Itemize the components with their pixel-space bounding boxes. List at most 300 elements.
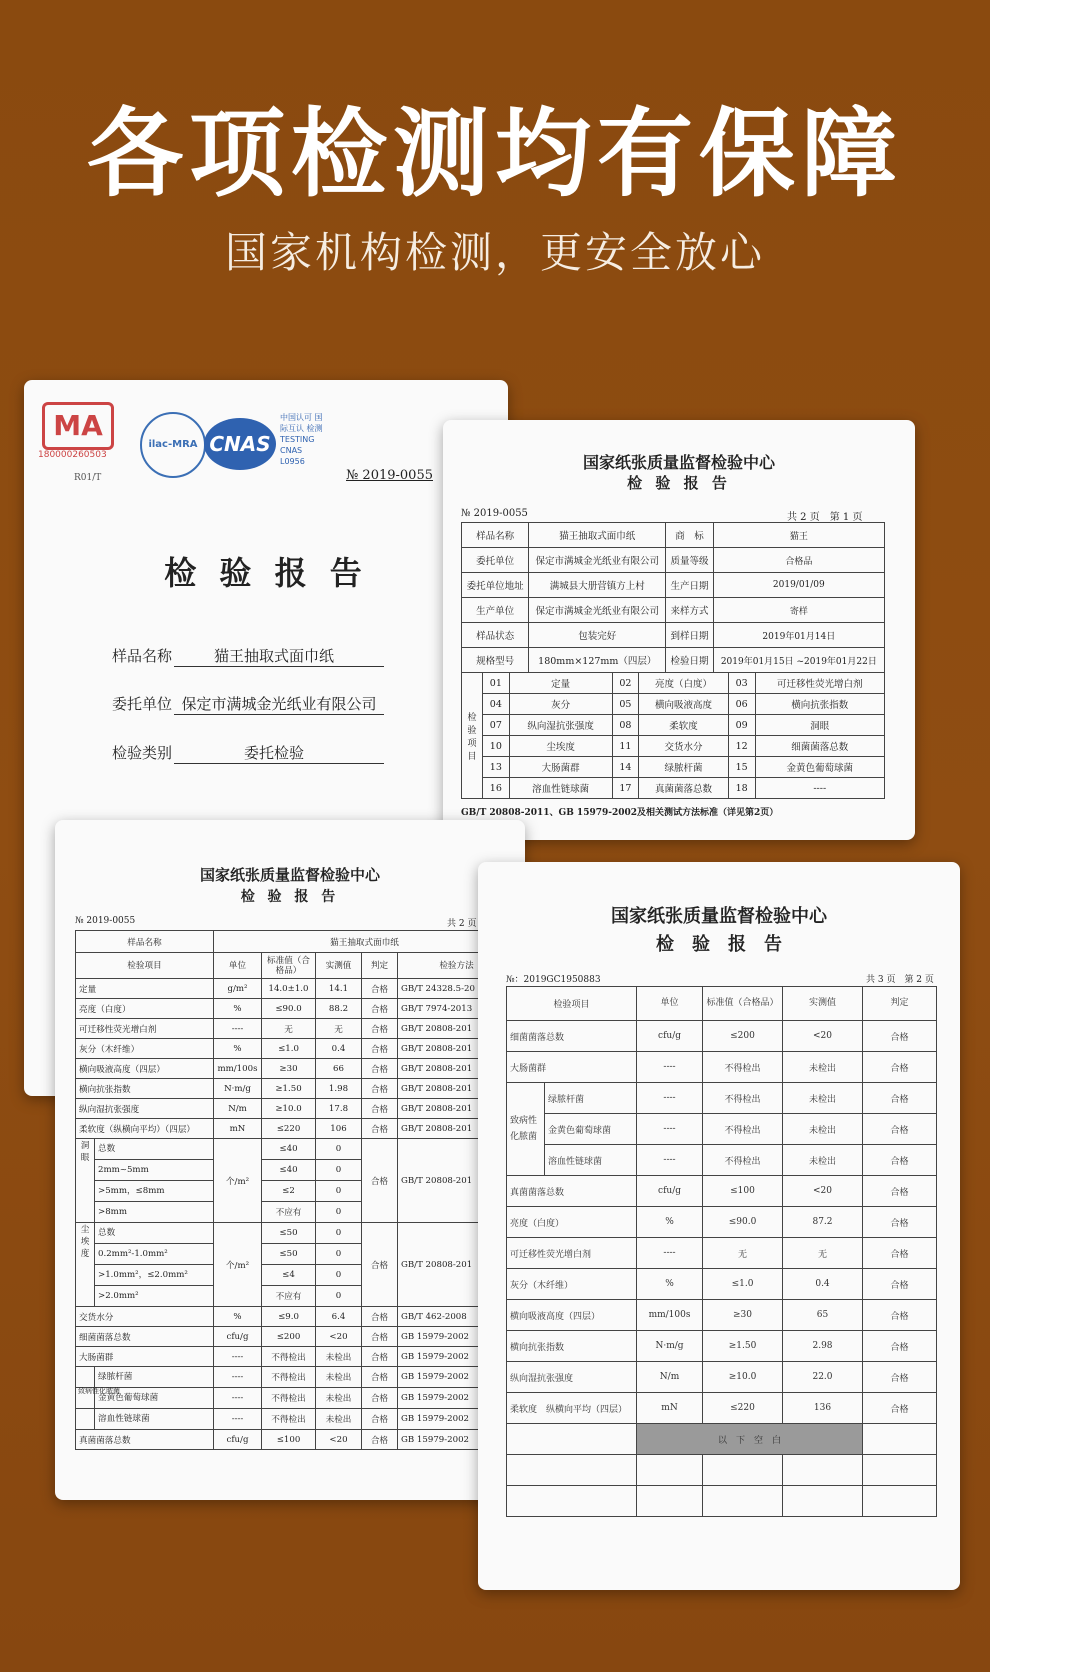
table-cell: GB/T 20808-201 [398, 1079, 516, 1099]
table-cell: <20 [316, 1327, 362, 1347]
table-row [507, 1300, 937, 1331]
headline: 各项检测均有保障 [87, 98, 903, 210]
table-cell: 检验项目 [76, 953, 214, 979]
empty-cell [637, 1455, 703, 1486]
table-cell: 横向吸液高度（四层） [76, 1059, 214, 1079]
table-cell: 2019/01/09 [713, 573, 884, 598]
table-cell: 未检出 [316, 1388, 362, 1409]
table-cell: 2.98 [783, 1331, 863, 1362]
table-cell: 106 [316, 1119, 362, 1139]
table-cell: 溶血性链球菌 [545, 1145, 637, 1176]
table-cell: 未检出 [783, 1052, 863, 1083]
table-cell: % [637, 1269, 703, 1300]
table-cell: 16 [483, 778, 510, 799]
table-cell: GB/T 20808-201 [398, 1099, 516, 1119]
table-cell: 金黄色葡萄球菌 [755, 757, 884, 778]
group-sub-item: >5mm，≤8mm [95, 1180, 213, 1201]
table-cell: 18 [728, 778, 755, 799]
subheadline: 国家机构检测，更安全放心 [224, 228, 765, 277]
sample-name-value: 猫王抽取式面巾纸 [213, 647, 334, 665]
table-cell: 保定市满城金光纸业有限公司 [529, 598, 666, 623]
table-cell: 2019年01月15日 ~2019年01月22日 [713, 648, 884, 673]
patho-item: 金黄色葡萄球菌 [98, 1393, 159, 1403]
table-cell: 17.8 [316, 1099, 362, 1119]
table-cell: 不得检出 [262, 1409, 316, 1430]
table-cell: GB 15979-2002 [398, 1327, 516, 1347]
doc3-page-info: 共 2 页 [447, 919, 477, 929]
table-row [76, 1347, 516, 1367]
group-cell [76, 1139, 214, 1223]
doc2-info-table [461, 522, 885, 818]
table-cell: % [214, 1039, 262, 1059]
table-cell: 12 [728, 736, 755, 757]
table-row [507, 1424, 937, 1455]
table-cell: N·m/g [214, 1079, 262, 1099]
group-sub-item: >2.0mm² [95, 1285, 213, 1306]
table-cell: 合格 [362, 1019, 398, 1039]
table-cell: ---- [755, 778, 884, 799]
patho-group-label: 致病性化脓菌 [507, 1083, 545, 1176]
table-cell: 14 [612, 757, 639, 778]
table-cell: 66 [316, 1059, 362, 1079]
doc2-items-body [462, 673, 885, 799]
table-cell: 合格 [863, 1238, 937, 1269]
empty-cell [863, 1424, 937, 1455]
doc4-report-number: №：2019GC1950883 [506, 975, 601, 985]
table-row [76, 1327, 516, 1347]
table-cell: ≤90.0 [262, 999, 316, 1019]
table-cell: 灰分（木纤维） [76, 1039, 214, 1059]
table-row [462, 548, 885, 573]
table-row [507, 1083, 937, 1114]
cnas-logo [204, 418, 276, 470]
doc2-title: 检 验 报 告 [627, 474, 731, 492]
table-cell: 合格 [362, 1307, 398, 1327]
empty-cell [863, 1455, 937, 1486]
table-cell: GB/T 24328.5-20 [398, 979, 516, 999]
cnas-caption: 中国认可 国际互认 检测 TESTING CNAS L0956 [280, 413, 323, 466]
table-cell: 保定市满城金光纸业有限公司 [529, 548, 666, 573]
table-cell: ---- [637, 1238, 703, 1269]
table-cell: 136 [783, 1393, 863, 1424]
table-row [76, 1119, 516, 1139]
table-cell: 合格 [362, 1367, 398, 1388]
patho-group-label: 致病性化脓菌 [76, 1388, 95, 1408]
table-row [507, 1021, 937, 1052]
table-cell: mN [637, 1393, 703, 1424]
table-cell: 合格 [863, 1393, 937, 1424]
table-cell: N·m/g [637, 1331, 703, 1362]
report-detail-a [55, 820, 525, 1500]
table-cell: 柔软度（纵横向平均）（四层） [76, 1119, 214, 1139]
table-cell: <20 [316, 1430, 362, 1450]
table-cell: 合格 [362, 979, 398, 999]
table-cell: 87.2 [783, 1207, 863, 1238]
table-cell: 02 [612, 673, 639, 694]
table-row [507, 1455, 937, 1486]
table-cell: 不应有 [262, 1202, 316, 1223]
table-cell: 0 [316, 1223, 362, 1244]
table-row [507, 987, 937, 1021]
table-row [76, 931, 516, 953]
table-row [76, 979, 516, 999]
table-cell: 交货水分 [76, 1307, 214, 1327]
table-cell: 交货水分 [639, 736, 729, 757]
table-row [76, 1059, 516, 1079]
table-cell: 标准值（合格品） [703, 987, 783, 1021]
table-cell: ≤40 [262, 1160, 316, 1181]
table-cell: 个/m² [214, 1223, 262, 1307]
doc3-org: 国家纸张质量监督检验中心 [199, 866, 380, 884]
table-cell: 合格 [863, 1300, 937, 1331]
table-cell: ≤90.0 [703, 1207, 783, 1238]
empty-cell [507, 1486, 637, 1517]
table-row [507, 1393, 937, 1424]
table-cell: 合格 [362, 1388, 398, 1409]
table-row [462, 778, 885, 799]
table-cell: 合格 [863, 1331, 937, 1362]
table-cell: 可迁移性荧光增白剂 [76, 1019, 214, 1039]
table-cell: 检验项目 [507, 987, 637, 1021]
table-cell: 检验方法 [398, 953, 516, 979]
table-cell: 180mm×127mm（四层） [529, 648, 666, 673]
table-cell: 猫王抽取式面巾纸 [214, 931, 516, 953]
empty-cell [507, 1424, 637, 1455]
table-cell: ≥1.50 [703, 1331, 783, 1362]
table-cell: N/m [214, 1099, 262, 1119]
table-cell: 大肠菌群 [509, 757, 612, 778]
table-cell: 纵向湿抗张强度 [76, 1099, 214, 1119]
table-cell: 横向吸液高度 [639, 694, 729, 715]
table-cell: GB 15979-2002 [398, 1367, 516, 1388]
table-cell: 06 [728, 694, 755, 715]
table-cell: 亮度（白度） [76, 999, 214, 1019]
table-cell: ---- [637, 1052, 703, 1083]
group-label: 洞眼 [76, 1139, 95, 1222]
table-cell: ≤200 [703, 1021, 783, 1052]
table-row [76, 1019, 516, 1039]
table-cell: 可迁移性荧光增白剂 [755, 673, 884, 694]
table-row [76, 1223, 516, 1244]
table-cell: 猫王 [713, 523, 884, 548]
table-cell: ≤50 [262, 1244, 316, 1265]
table-cell: GB/T 20808-201 [398, 1139, 516, 1223]
table-cell: ≤9.0 [262, 1307, 316, 1327]
table-cell: 单位 [637, 987, 703, 1021]
table-cell: 委托单位地址 [462, 573, 529, 598]
doc3-title: 检 验 报 告 [240, 889, 340, 905]
table-cell: 03 [728, 673, 755, 694]
table-cell: 样品名称 [76, 931, 214, 953]
table-cell: 细菌菌落总数 [507, 1021, 637, 1052]
table-cell: 溶血性链球菌 [509, 778, 612, 799]
table-cell: 05 [612, 694, 639, 715]
table-cell: GB/T 20808-201 [398, 1223, 516, 1307]
table-cell: 合格 [362, 1099, 398, 1119]
table-cell: 未检出 [316, 1367, 362, 1388]
table-cell: ≥1.50 [262, 1079, 316, 1099]
table-cell: 合格品 [713, 548, 884, 573]
table-cell: 0.4 [316, 1039, 362, 1059]
table-cell: 无 [262, 1019, 316, 1039]
blank-note: 以 下 空 白 [637, 1424, 863, 1455]
table-cell: cfu/g [214, 1430, 262, 1450]
table-cell: 定量 [509, 673, 612, 694]
table-cell: 细菌菌落总数 [76, 1327, 214, 1347]
table-cell: 无 [316, 1019, 362, 1039]
table-cell: 细菌菌落总数 [755, 736, 884, 757]
table-row [76, 1307, 516, 1327]
table-cell: 生产日期 [666, 573, 713, 598]
table-row [76, 999, 516, 1019]
empty-cell [507, 1455, 637, 1486]
doc4-title: 检 验 报 告 [656, 934, 782, 955]
empty-cell [703, 1455, 783, 1486]
table-cell: cfu/g [637, 1021, 703, 1052]
table-cell: 0 [316, 1139, 362, 1160]
table-cell: GB/T 20808-201 [398, 1119, 516, 1139]
table-cell: ---- [214, 1019, 262, 1039]
table-cell: 未检出 [783, 1145, 863, 1176]
table-row [462, 715, 885, 736]
table-cell: 包装完好 [529, 623, 666, 648]
table-cell: 65 [783, 1300, 863, 1331]
patho-cell [76, 1367, 214, 1388]
patho-group-spacer [76, 1367, 95, 1387]
table-row [507, 1176, 937, 1207]
table-row [507, 1362, 937, 1393]
table-cell: 不得检出 [262, 1367, 316, 1388]
ma-logo-text: MA [53, 409, 103, 442]
table-cell: 22.0 [783, 1362, 863, 1393]
table-cell: 可迁移性荧光增白剂 [507, 1238, 637, 1269]
table-row [76, 953, 516, 979]
group-sub-item: >8mm [95, 1201, 213, 1222]
table-cell: 到样日期 [666, 623, 713, 648]
table-cell: 横向吸液高度（四层） [507, 1300, 637, 1331]
table-row [462, 523, 885, 548]
table-cell: 标准值（合格品） [262, 953, 316, 979]
table-cell: cfu/g [637, 1176, 703, 1207]
table-cell: ≤1.0 [703, 1269, 783, 1300]
sample-underline [174, 666, 384, 667]
table-cell: ≤220 [262, 1119, 316, 1139]
table-cell: 合格 [362, 1347, 398, 1367]
doc4-org: 国家纸张质量监督检验中心 [611, 906, 827, 927]
table-cell: 2019年01月14日 [713, 623, 884, 648]
table-cell: 未检出 [783, 1083, 863, 1114]
table-cell: 08 [612, 715, 639, 736]
category-value: 委托检验 [243, 744, 304, 762]
group-cell [76, 1223, 214, 1307]
group-sub-item: 0.2mm²-1.0mm² [95, 1243, 213, 1264]
table-cell: 合格 [362, 1039, 398, 1059]
client-label: 委托单位 [112, 695, 173, 713]
table-cell: 亮度（白度） [507, 1207, 637, 1238]
table-cell: 纵向湿抗张强度 [507, 1362, 637, 1393]
table-cell: 不得检出 [262, 1347, 316, 1367]
table-cell: 生产单位 [462, 598, 529, 623]
cnas-text: CNAS [209, 432, 271, 456]
table-cell: 合格 [863, 1269, 937, 1300]
table-cell: 实测值 [783, 987, 863, 1021]
table-cell: 不得检出 [262, 1388, 316, 1409]
table-cell: 未检出 [783, 1114, 863, 1145]
doc2-org: 国家纸张质量监督检验中心 [582, 453, 775, 472]
table-row [507, 1238, 937, 1269]
table-cell: 合格 [863, 1114, 937, 1145]
table-cell: <20 [783, 1176, 863, 1207]
table-cell: ---- [214, 1388, 262, 1409]
table-cell: 17 [612, 778, 639, 799]
table-cell: mN [214, 1119, 262, 1139]
table-cell: GB/T 20808-201 [398, 1039, 516, 1059]
doc4-table-wrap [506, 986, 936, 1517]
table-cell: 15 [728, 757, 755, 778]
table-cell: ≤4 [262, 1265, 316, 1286]
table-row [507, 1114, 937, 1145]
table-cell: 0 [316, 1286, 362, 1307]
table-cell: % [214, 999, 262, 1019]
table-cell: GB/T 20808-201 [398, 1019, 516, 1039]
table-row [76, 1430, 516, 1450]
table-cell: 1.98 [316, 1079, 362, 1099]
ilac-text: ilac-MRA [148, 439, 198, 450]
table-cell: 合格 [863, 1176, 937, 1207]
table-cell: 07 [483, 715, 510, 736]
table-cell: 不得检出 [703, 1052, 783, 1083]
table-cell: GB 15979-2002 [398, 1430, 516, 1450]
table-cell: 判定 [863, 987, 937, 1021]
table-cell: 实测值 [316, 953, 362, 979]
client-underline [174, 714, 384, 715]
table-row [507, 1145, 937, 1176]
doc2-report-number: № 2019-0055 [461, 508, 528, 519]
table-cell: GB 15979-2002 [398, 1409, 516, 1430]
group-sub-item: 总数 [98, 1228, 116, 1238]
table-cell: 合格 [362, 1079, 398, 1099]
table-cell: 委托单位 [462, 548, 529, 573]
table-cell: 13 [483, 757, 510, 778]
table-cell: 09 [728, 715, 755, 736]
table-row [462, 757, 885, 778]
doc3-body [76, 931, 516, 1450]
table-row [462, 623, 885, 648]
table-cell: 真菌菌落总数 [76, 1430, 214, 1450]
group-sub-item: 总数 [98, 1144, 116, 1154]
table-cell: ≤1.0 [262, 1039, 316, 1059]
table-cell: ≤40 [262, 1139, 316, 1160]
table-row [76, 1099, 516, 1119]
table-row [507, 1331, 937, 1362]
table-row [462, 573, 885, 598]
table-cell: 合格 [863, 1207, 937, 1238]
table-row [462, 648, 885, 673]
table-cell: 大肠菌群 [507, 1052, 637, 1083]
table-cell: 质量等级 [666, 548, 713, 573]
table-row [76, 1079, 516, 1099]
table-cell: mm/100s [214, 1059, 262, 1079]
doc3-table-wrap [75, 930, 515, 1450]
table-cell: 金黄色葡萄球菌 [545, 1114, 637, 1145]
table-cell: 尘埃度 [509, 736, 612, 757]
table-cell: 04 [483, 694, 510, 715]
category-label: 检验类别 [112, 744, 173, 762]
items-label: 检验项目 [462, 673, 483, 799]
report-title: 检 验 报 告 [164, 554, 368, 592]
table-cell: 灰分（木纤维） [507, 1269, 637, 1300]
table-cell: 检验日期 [666, 648, 713, 673]
table-cell: ---- [214, 1347, 262, 1367]
table-cell: 合格 [362, 1409, 398, 1430]
table-cell: 0 [316, 1244, 362, 1265]
table-cell: 88.2 [316, 999, 362, 1019]
patho-item: 绿脓杆菌 [98, 1372, 133, 1382]
table-row [76, 1039, 516, 1059]
table-cell: 11 [612, 736, 639, 757]
table-cell: 14.0±1.0 [262, 979, 316, 999]
table-cell: 合格 [362, 1223, 398, 1307]
table-cell: ---- [637, 1145, 703, 1176]
table-cell: 规格型号 [462, 648, 529, 673]
table-row [76, 1409, 516, 1430]
table-cell: ≥30 [703, 1300, 783, 1331]
table-cell: 10 [483, 736, 510, 757]
doc2-page-info: 共 2 页 第 1 页 [787, 512, 863, 523]
table-cell: 无 [703, 1238, 783, 1269]
table-cell: 纵向湿抗张强度 [509, 715, 612, 736]
table-cell: 未检出 [316, 1409, 362, 1430]
table-cell: 合格 [863, 1362, 937, 1393]
table-cell: ---- [214, 1409, 262, 1430]
table-cell: ≤2 [262, 1181, 316, 1202]
table-cell: 0 [316, 1160, 362, 1181]
table-cell: 亮度（白度） [639, 673, 729, 694]
table-row [507, 1052, 937, 1083]
table-cell: 合格 [863, 1021, 937, 1052]
table-cell: 合格 [863, 1083, 937, 1114]
table-cell: ---- [637, 1114, 703, 1145]
patho-cell [76, 1388, 214, 1409]
table-row [507, 1269, 937, 1300]
table-cell: ≥10.0 [703, 1362, 783, 1393]
table-cell: 洞眼 [755, 715, 884, 736]
table-cell: 0 [316, 1265, 362, 1286]
empty-cell [637, 1486, 703, 1517]
table-cell: 未检出 [316, 1347, 362, 1367]
table-cell: 6.4 [316, 1307, 362, 1327]
table-cell: GB/T 7974-2013 [398, 999, 516, 1019]
table-row [76, 1367, 516, 1388]
table-cell: 横向抗张指数 [76, 1079, 214, 1099]
doc2-info-body [462, 523, 885, 673]
category-underline [174, 763, 384, 764]
table-row [76, 1388, 516, 1409]
table-cell: ≤100 [262, 1430, 316, 1450]
table-cell: 不应有 [262, 1286, 316, 1307]
patho-cell [76, 1409, 214, 1430]
report-number: № 2019-0055 [346, 468, 433, 483]
sample-name-label: 样品名称 [112, 647, 173, 665]
table-cell: 无 [783, 1238, 863, 1269]
table-cell: N/m [637, 1362, 703, 1393]
table-cell: 个/m² [214, 1139, 262, 1223]
table-cell: 灰分 [509, 694, 612, 715]
table-cell: ≤100 [703, 1176, 783, 1207]
table-cell: 不得检出 [703, 1114, 783, 1145]
table-cell: 大肠菌群 [76, 1347, 214, 1367]
table-row [462, 673, 885, 694]
